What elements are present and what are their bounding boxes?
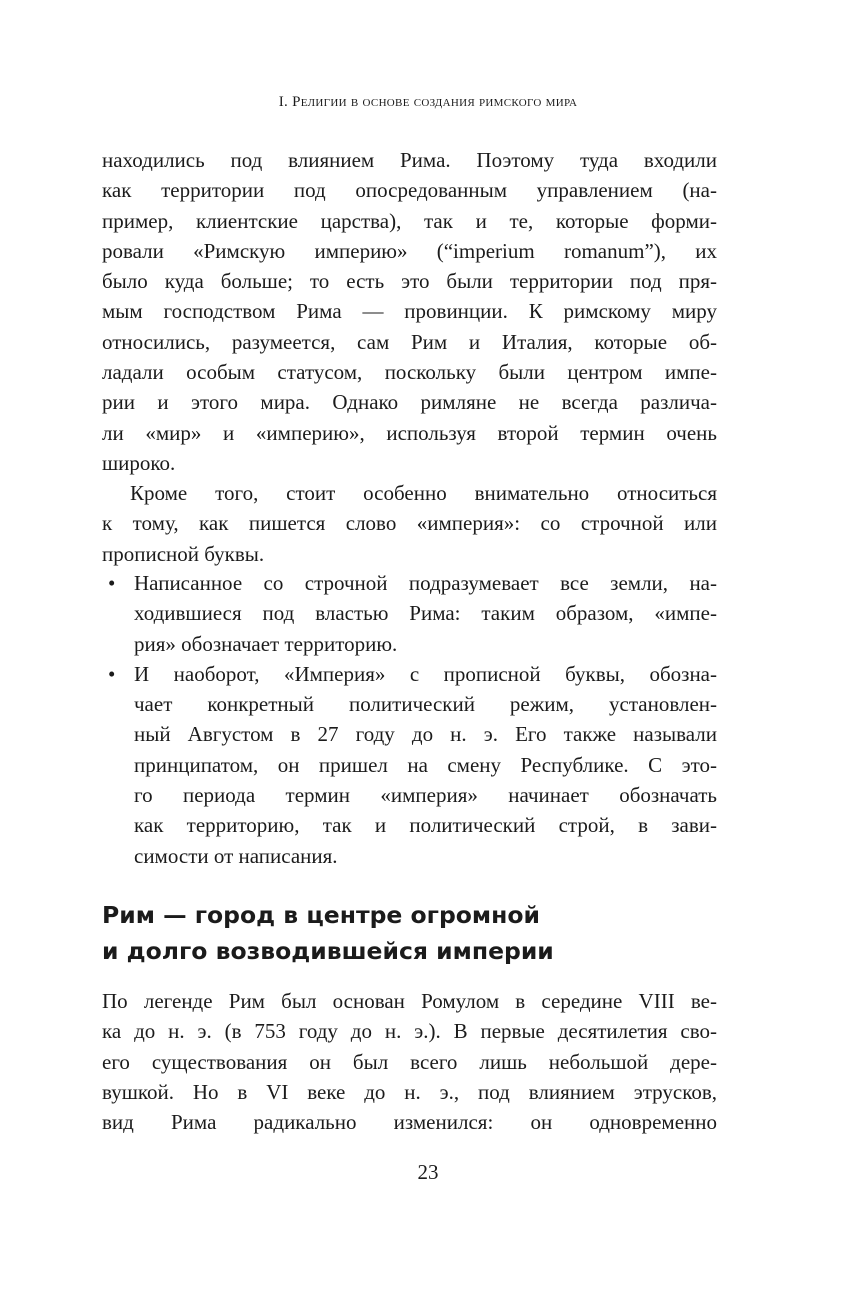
text-line: как территорию, так и политический строй, в зави- (134, 813, 717, 838)
text-line: симости от написания. (134, 843, 338, 868)
text-line: относились, разумеется, сам Рим и Италия, которые об- (102, 329, 717, 354)
text-line: По легенде Рим был основан Ромулом в середине VIII ве- (102, 989, 717, 1013)
text-line: Написанное со строчной подразумевает все земли, на- (134, 571, 717, 595)
text-line: пример, клиентские царства), так и те, которые форми- (102, 208, 717, 233)
text-line: вушкой. Но в VI веке до н. э., под влиянием этрусков, (102, 1079, 717, 1104)
text-line: чает конкретный политический режим, установлен- (134, 692, 717, 717)
text-line: ка до н. э. (в 753 году до н. э.). В первые десятилетия сво- (102, 1019, 717, 1044)
text-line: как территории под опосредованным управлением (на- (102, 178, 717, 203)
text-line: го периода термин «империя» начинает обозначать (134, 783, 717, 808)
text-line: ладали особым статусом, поскольку были центром импе- (102, 360, 717, 385)
list-item (102, 568, 717, 659)
text-line: ходившиеся под властью Рима: таким образом, «импе- (134, 601, 717, 626)
bullet-icon: • (108, 571, 116, 595)
text-line: И наоборот, «Империя» с прописной буквы, обозна- (134, 661, 717, 686)
text-line: рия» обозначает территорию. (134, 631, 398, 656)
text-line: прописной буквы. (102, 541, 265, 566)
section-heading-line: Рим — город в центре огромной (102, 901, 540, 929)
text-line: широко. (102, 450, 176, 475)
paragraph-1 (102, 145, 717, 478)
section-heading (102, 897, 722, 969)
bullet-list (102, 568, 717, 871)
text-line: принципатом, он пришел на смену Республике. С это- (134, 752, 717, 777)
text-line: ровали «Римскую империю» (“imperium romanum”), их (102, 238, 717, 263)
text-line: его существования он был всего лишь небольшой дере- (102, 1049, 717, 1074)
paragraph-3 (102, 986, 717, 1137)
text-line: находились под влиянием Рима. Поэтому туда входили (102, 148, 717, 172)
text-line: ли «мир» и «империю», используя второй термин очень (102, 420, 717, 445)
list-item (102, 659, 717, 871)
text-line: мым господством Рима — провинции. К римскому миру (102, 299, 717, 324)
text-line: вид Рима радикально изменился: он одновременно (102, 1110, 717, 1135)
running-head: I. Религии в основе создания римского мира (278, 94, 578, 110)
page-number: 23 (417, 1160, 439, 1184)
text-line: ный Августом в 27 году до н. э. Его также называли (134, 722, 717, 747)
text-line: к тому, как пишется слово «империя»: со строчной или (102, 511, 717, 536)
text-line: было куда больше; то есть это были территории под пря- (102, 269, 717, 294)
paragraph-2 (102, 478, 717, 569)
section-heading-line: и долго возводившейся империи (102, 937, 554, 965)
bullet-icon: • (108, 661, 116, 686)
text-line: Кроме того, стоит особенно внимательно относиться (130, 481, 717, 505)
text-line: рии и этого мира. Однако римляне не всегда различа- (102, 390, 717, 415)
